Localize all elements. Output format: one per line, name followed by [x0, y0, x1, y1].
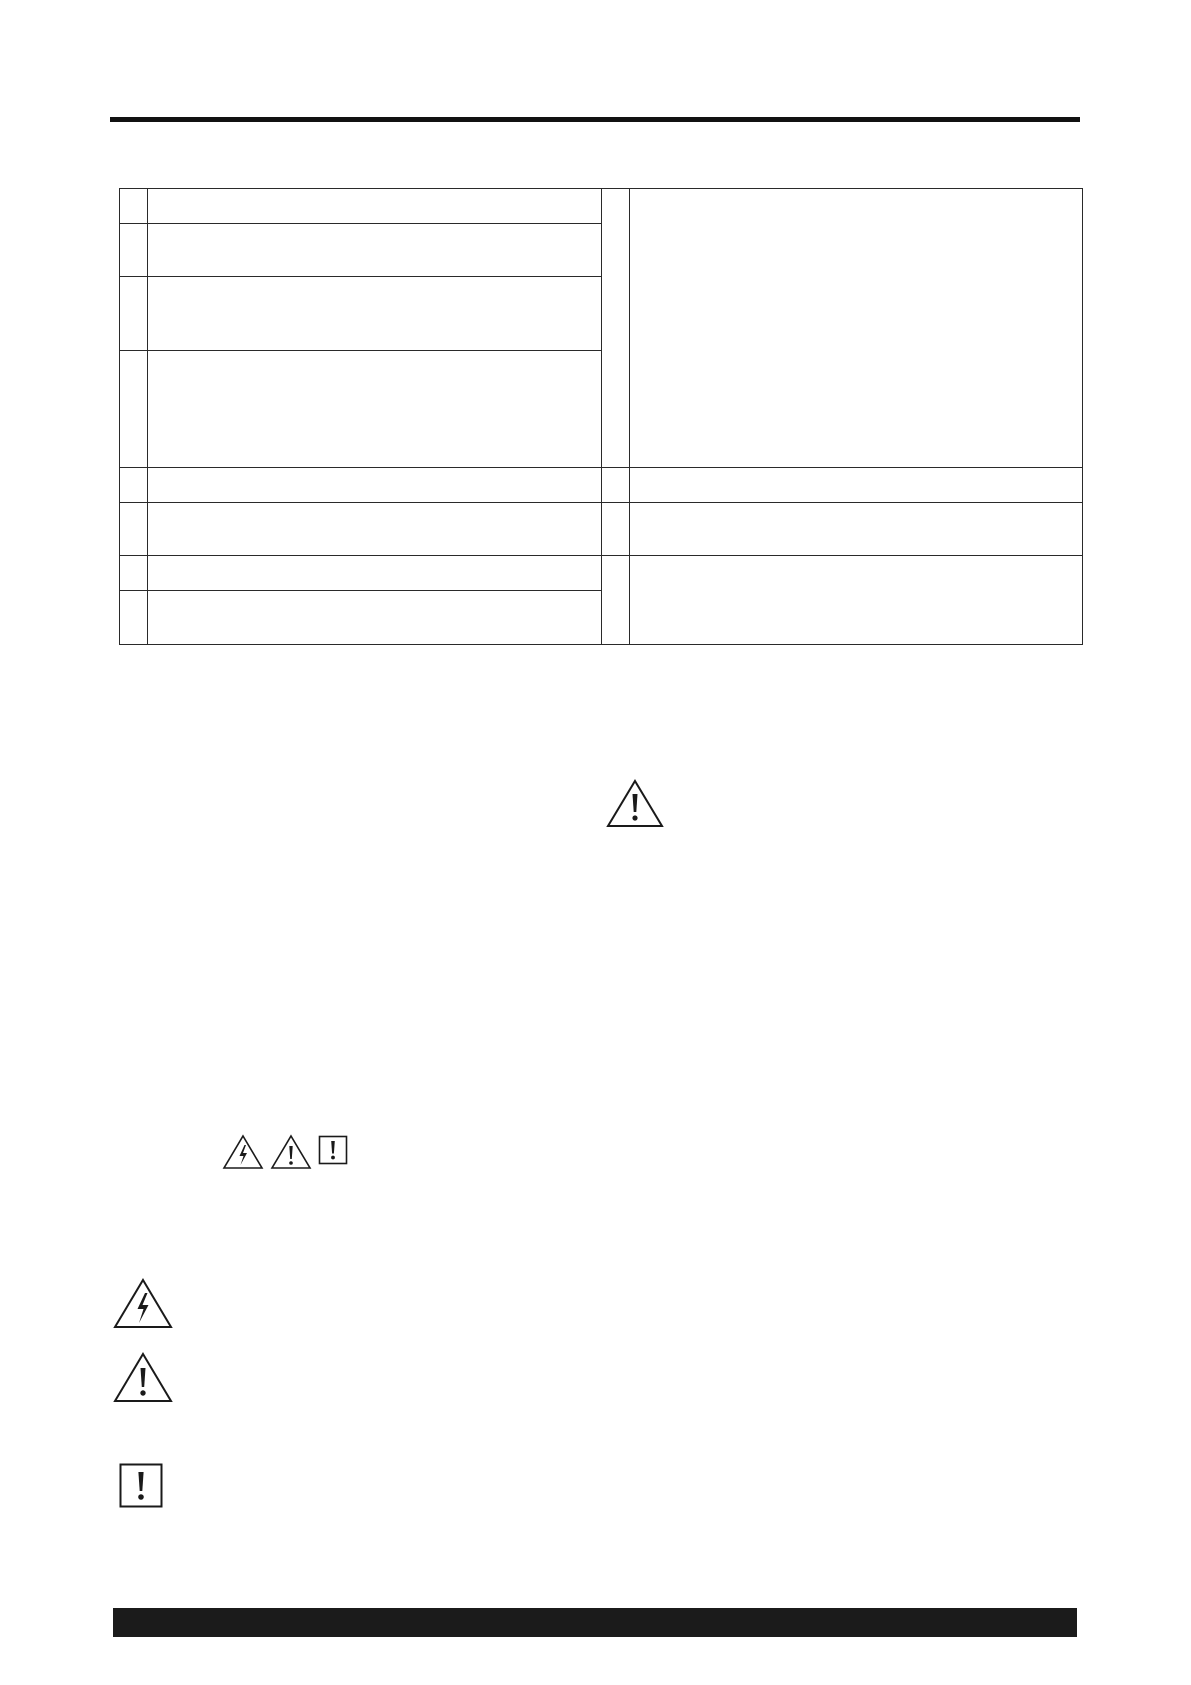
electric-shock-warning-icon	[222, 1134, 264, 1170]
table-cell-left-num-3	[119, 276, 148, 351]
table-cell-right-text-1	[629, 188, 1083, 468]
table-cell-left-text-8	[147, 590, 602, 645]
table-cell-right-text-3	[629, 502, 1083, 556]
table-cell-left-num-1	[119, 188, 148, 224]
table-cell-right-num-2	[601, 467, 630, 503]
electric-shock-warning-icon	[113, 1278, 173, 1330]
table-cell-left-text-1	[147, 188, 602, 224]
mandatory-action-icon	[318, 1135, 348, 1165]
mandatory-action-icon	[119, 1463, 163, 1508]
table-cell-left-text-6	[147, 502, 602, 556]
warning-triangle-icon	[113, 1352, 173, 1404]
table-cell-left-text-7	[147, 555, 602, 591]
footer-bar	[113, 1608, 1077, 1637]
table-cell-left-num-7	[119, 555, 148, 591]
table-cell-right-num-3	[601, 502, 630, 556]
table-cell-left-text-5	[147, 467, 602, 503]
table-cell-left-text-3	[147, 276, 602, 351]
warning-triangle-icon	[270, 1134, 312, 1170]
table-cell-right-text-4	[629, 555, 1083, 645]
table-cell-left-num-5	[119, 467, 148, 503]
table-cell-left-text-2	[147, 223, 602, 277]
table-cell-left-text-4	[147, 350, 602, 468]
table-cell-right-text-2	[629, 467, 1083, 503]
table-cell-left-num-6	[119, 502, 148, 556]
warning-triangle-icon	[606, 779, 664, 829]
table-cell-left-num-4	[119, 350, 148, 468]
table-cell-right-num-1	[601, 188, 630, 468]
table-cell-left-num-8	[119, 590, 148, 645]
table-cell-left-num-2	[119, 223, 148, 277]
table-cell-right-num-4	[601, 555, 630, 645]
header-rule	[110, 117, 1080, 122]
